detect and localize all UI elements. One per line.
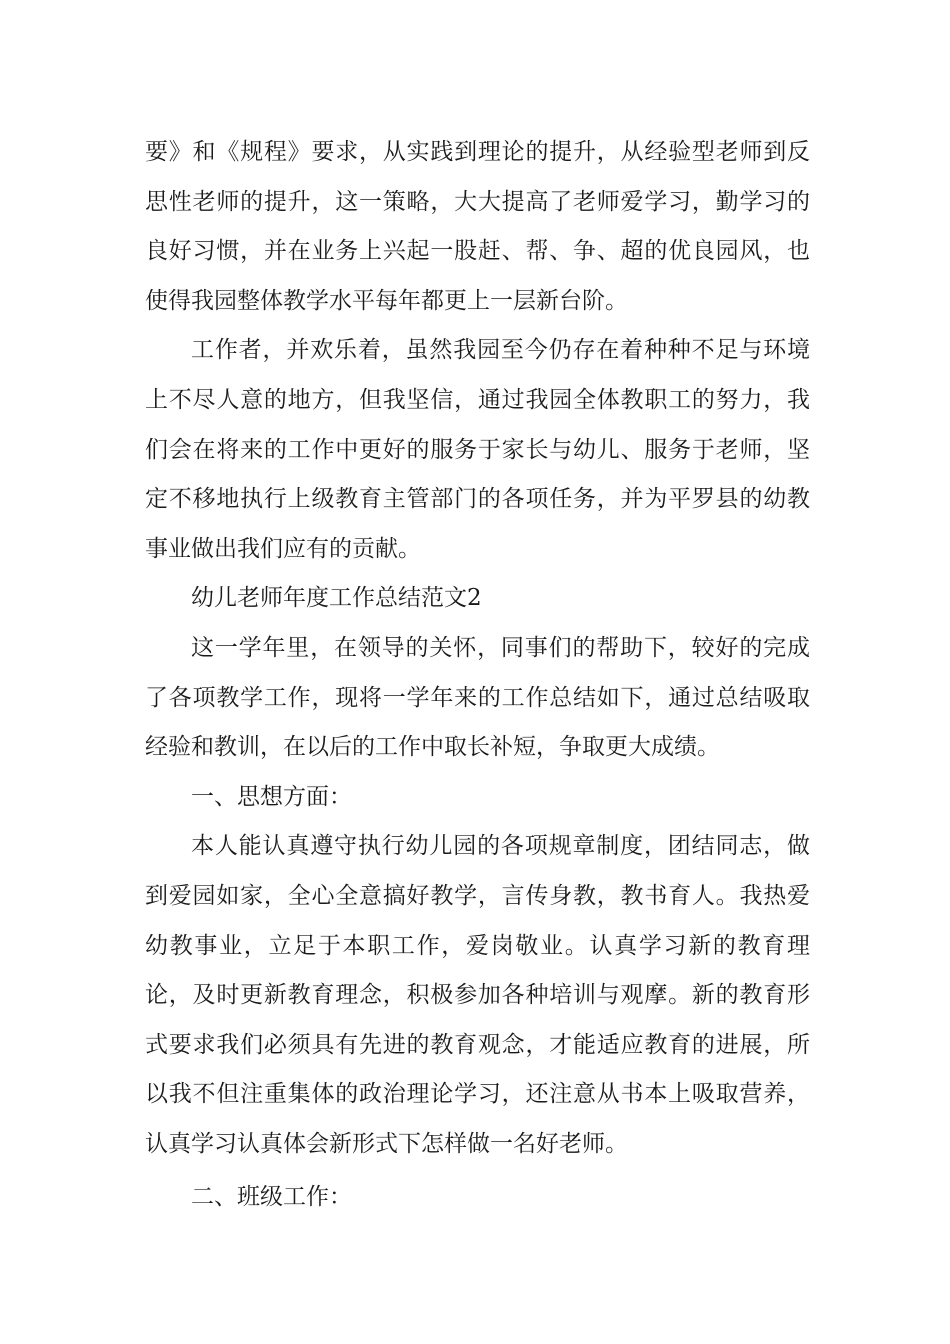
paragraph-closing: 工作者，并欢乐着，虽然我园至今仍存在着种种不足与环境上不尽人意的地方，但我坚信，通过我园全体教职工的努力，我们会在将来的工作中更好的服务于家长与幼儿、服务于老师，坚定不移地执行上级教育主管部门的各项任务，并为平罗县的幼教事业做出我们应有的贡献。: [145, 337, 810, 562]
paragraph-intro: 这一学年里，在领导的关怀，同事们的帮助下，较好的完成了各项教学工作，现将一学年来的工作总结如下，通过总结吸取经验和教训，在以后的工作中取长补短，争取更大成绩。: [145, 634, 810, 761]
paragraph-continuation: 要》和《规程》要求，从实践到理论的提升，从经验型老师到反思性老师的提升，这一策略，大大提高了老师爱学习，勤学习的良好习惯，并在业务上兴起一股赶、帮、争、超的优良园风，也使得我园整体教学水平每年都更上一层新台阶。: [145, 139, 810, 314]
heading-thought: 一、思想方面：: [191, 783, 352, 810]
document-body: [145, 128, 810, 1223]
section-title: 幼儿老师年度工作总结范文2: [191, 585, 482, 612]
paragraph-thought: 本人能认真遵守执行幼儿园的各项规章制度，团结同志，做到爱园如家，全心全意搞好教学，言传身教，教书育人。我热爱幼教事业，立足于本职工作，爱岗敬业。认真学习新的教育理论，及时更新教育理念，积极参加各种培训与观摩。新的教育形式要求我们必须具有先进的教育观念，才能适应教育的进展，所以我不但注重集体的政治理论学习，还注意从书本上吸取营养，认真学习认真体会新形式下怎样做一名好老师。: [145, 833, 810, 1157]
heading-class-work: 二、班级工作：: [191, 1184, 352, 1211]
